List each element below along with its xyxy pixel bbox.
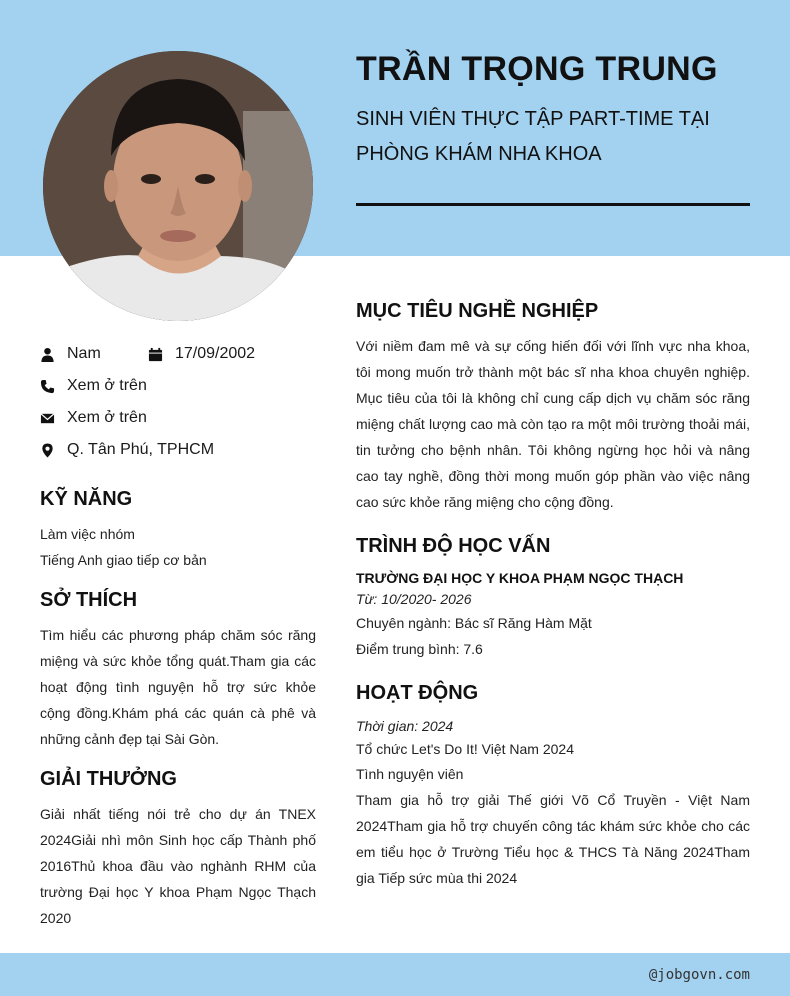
hobbies-heading: SỞ THÍCH	[40, 589, 138, 611]
skills-list	[40, 521, 316, 573]
education-gpa: Điểm trung bình: 7.6	[356, 641, 483, 657]
objective-heading: MỤC TIÊU NGHỀ NGHIỆP	[356, 300, 599, 322]
activity-organization: Tổ chức Let's Do It! Việt Nam 2024	[356, 741, 574, 757]
education-major: Chuyên ngành: Bác sĩ Răng Hàm Mặt	[356, 615, 592, 631]
mail-icon	[40, 411, 55, 426]
left-column	[40, 338, 316, 931]
info-row-address	[40, 434, 316, 466]
birthday-value: 17/09/2002	[175, 345, 256, 362]
person-icon	[40, 347, 55, 362]
hobbies-text: Tìm hiểu các phương pháp chăm sóc răng miệng và sức khỏe tổng quát.Tham gia các hoạt động tình nguyện hỗ trợ sức khỏe cộng đồng.Khám phá các quán cà phê và những cảnh đẹp tại Sài Gòn.	[40, 627, 316, 747]
right-column	[356, 300, 750, 891]
skills-heading: KỸ NĂNG	[40, 488, 133, 510]
activity-description: Tham gia hỗ trợ giải Thế giới Võ Cổ Truyền - Việt Nam 2024Tham gia hỗ trợ chuyến công tác khám sức khỏe cho các em tiểu học ở Trường Tiểu học & THCS Tà Năng 2024Tham gia Tiếp sức mùa thi 2024	[356, 792, 750, 886]
info-row-email	[40, 402, 316, 434]
activity-role: Tình nguyện viên	[356, 766, 464, 782]
skill-item: Tiếng Anh giao tiếp cơ bản	[40, 552, 207, 568]
awards-heading: GIẢI THƯỞNG	[40, 768, 177, 790]
footer-brand: @jobgovn.com	[648, 967, 750, 983]
phone-icon	[40, 379, 55, 394]
gender-value: Nam	[67, 345, 101, 362]
education-period: Từ: 10/2020- 2026	[356, 591, 472, 607]
address-value: Q. Tân Phú, TPHCM	[67, 441, 215, 458]
profile-photo	[43, 51, 313, 321]
candidate-name: TRẦN TRỌNG TRUNG	[356, 50, 718, 88]
activities-heading: HOẠT ĐỘNG	[356, 682, 479, 704]
awards-text: Giải nhất tiếng nói trẻ cho dự án TNEX 2024Giải nhì môn Sinh học cấp Thành phố 2016Thủ khoa đầu vào nghành RHM của trường Đại học Y khoa Phạm Ngọc Thạch 2020	[40, 806, 316, 926]
info-row-phone	[40, 370, 316, 402]
calendar-icon	[148, 347, 163, 362]
location-pin-icon	[40, 443, 55, 458]
skill-item: Làm việc nhóm	[40, 526, 135, 542]
job-title: SINH VIÊN THỰC TẬP PART-TIME TẠI PHÒNG KHÁM NHA KHOA	[356, 108, 710, 165]
school-name: TRƯỜNG ĐẠI HỌC Y KHOA PHẠM NGỌC THẠCH	[356, 570, 684, 586]
education-heading: TRÌNH ĐỘ HỌC VẤN	[356, 535, 551, 557]
gender-item	[40, 345, 148, 363]
title-divider	[356, 203, 750, 206]
phone-value: Xem ở trên	[67, 377, 147, 394]
email-value: Xem ở trên	[67, 409, 147, 426]
info-row-personal	[40, 338, 316, 370]
objective-text: Với niềm đam mê và sự cống hiến đối với lĩnh vực nha khoa, tôi mong muốn trở thành một bác sĩ nha khoa chuyên nghiệp. Mục tiêu của tôi là không chỉ cung cấp dịch vụ chăm sóc răng miệng chất lượng cao mà còn tạo ra một môi trường thoải mái, tin tưởng cho bệnh nhân. Tôi không ngừng học hỏi và nâng cao tay nghề, đồng thời mong muốn góp phần vào việc nâng cao sức khỏe răng miệng cho cộng đồng.	[356, 338, 750, 510]
profile-photo-illustration	[43, 51, 313, 321]
birthday-item	[148, 345, 255, 363]
activity-time: Thời gian: 2024	[356, 718, 454, 734]
